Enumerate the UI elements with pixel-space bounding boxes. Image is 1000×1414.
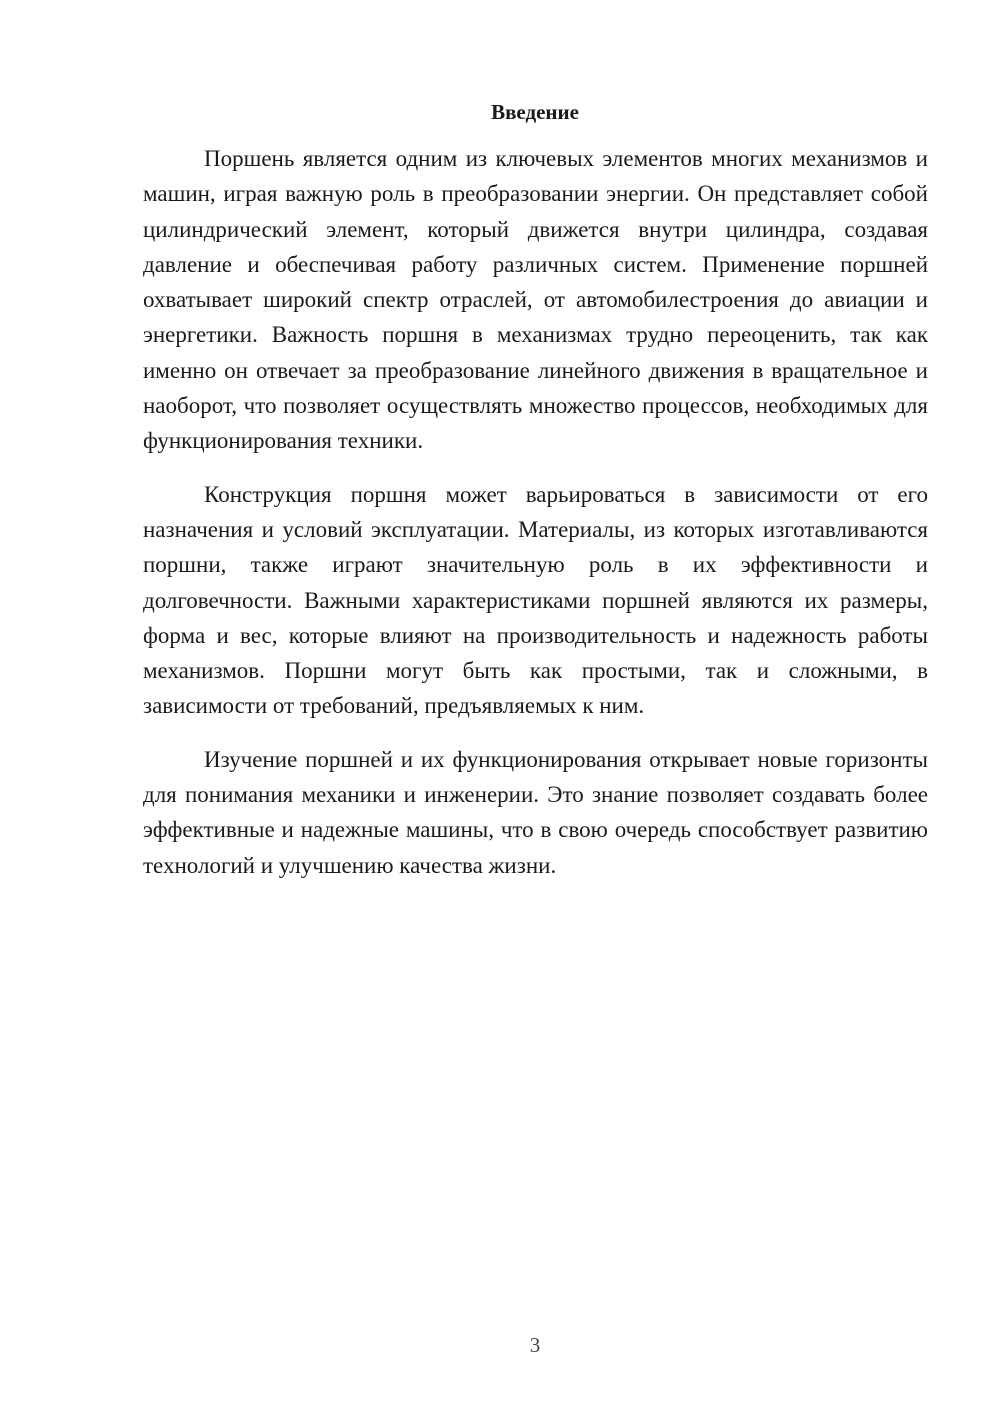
- paragraph-1: Поршень является одним из ключевых элементов многих механизмов и машин, играя важную роль в преобразовании энергии. Он представляет собой цилиндрический элемент, который движется внутри цилиндра, создавая давление и обеспечивая работу различных систем. Применение поршней охватывает широкий спектр отраслей, от автомобилестроения до авиации и энергетики. Важность поршня в механизмах трудно переоценить, так как именно он отвечает за преобразование линейного движения в вращательное и наоборот, что позволяет осуществлять множество процессов, необходимых для функционирования техники.: [143, 146, 928, 454]
- paragraph-3: Изучение поршней и их функционирования открывает новые горизонты для понимания механики и инженерии. Это знание позволяет создавать более эффективные и надежные машины, что в свою очередь способствует развитию технологий и улучшению качества жизни.: [143, 746, 928, 878]
- body-text: [143, 141, 928, 901]
- page-number: 3: [529, 1333, 541, 1357]
- section-heading: Введение: [491, 100, 579, 124]
- paragraph-2: Конструкция поршня может варьироваться в зависимости от его назначения и условий эксплуатации. Материалы, из которых изготавливаются поршни, также играют значительную роль в их эффективности и долговечности. Важными характеристиками поршней являются их размеры, форма и вес, которые влияют на производительность и надежность работы механизмов. Поршни могут быть как простыми, так и сложными, в зависимости от требований, предъявляемых к ним.: [143, 481, 928, 719]
